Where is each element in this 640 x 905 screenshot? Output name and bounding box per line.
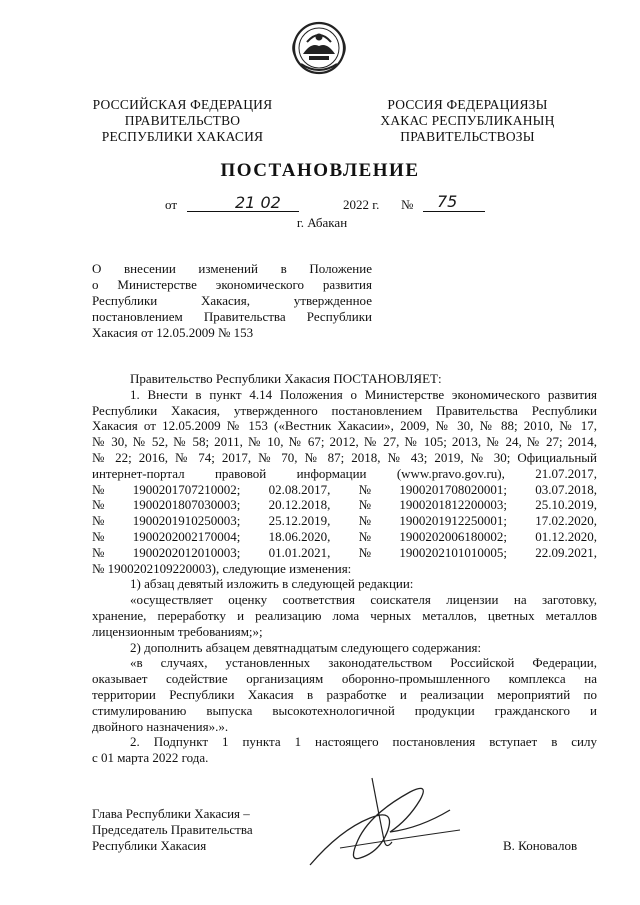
subject-line: Хакасия от 12.05.2009 № 153 (92, 325, 254, 340)
position-line: Республики Хакасия (92, 838, 207, 853)
reference-row (92, 482, 597, 498)
ref-cell: 1900202002170004; (132, 528, 241, 544)
portal-word: информации (296, 465, 367, 481)
header-left-line: РЕСПУБЛИКИ ХАКАСИЯ (101, 129, 264, 144)
reference-row (92, 529, 597, 545)
ref-cell: 17.02.2020, (535, 513, 597, 529)
paragraph-line: № 30, № 52, № 58; 2011, № 10, № 67; 2012, № 27, № 105; 2013, № 24, № 27; 2014, (92, 434, 597, 450)
position-line: Глава Республики Хакасия – (92, 806, 250, 821)
ref-cell: 1900201707210002; (132, 481, 241, 497)
item1-line: хранение, переработку и реализацию лома черных металлов, цветных металлов (92, 607, 597, 623)
reference-row (92, 513, 597, 529)
ref-cell: 03.07.2018, (535, 481, 597, 497)
ref-cell: 01.01.2021, (268, 544, 331, 560)
position-line: Председатель Правительства (92, 822, 253, 837)
ref-cell: 20.12.2018, (268, 497, 331, 513)
ref-cell: № (92, 497, 105, 513)
handwritten-date: 21 02 (235, 193, 281, 212)
header-left (80, 97, 285, 145)
ref-cell: № (92, 528, 105, 544)
ref-cell: № (358, 528, 372, 544)
ref-cell: 1900201807030003; (132, 497, 241, 513)
ref-cell: 25.12.2019, (268, 513, 331, 529)
ref-cell: 18.06.2020, (268, 528, 331, 544)
reference-row (92, 497, 597, 513)
paragraph2-line: с 01 марта 2022 года. (92, 750, 209, 766)
ref-cell: 1900202006180002; (399, 528, 507, 544)
item2-line: двойного назначения».». (92, 718, 229, 734)
ref-cell: № (358, 544, 372, 560)
ref-cell: № (358, 497, 372, 513)
ref-cell: 1900201910250003; (132, 513, 241, 529)
ref-cell: № (92, 544, 105, 560)
ref-cell: № (358, 481, 372, 497)
date-number-line (165, 192, 495, 217)
item2-line: «в случаях, установленных законодательством Российской Федерации, (130, 655, 597, 671)
ref-cell: 1900202012010003; (132, 544, 241, 560)
portal-word: (www.pravo.gov.ru), (396, 465, 505, 481)
subject-line: о Министерстве экономического развития (92, 277, 372, 292)
item2-intro: 2) дополнить абзацем девятнадцатым следующего содержания: (130, 639, 482, 655)
portal-word: правовой (214, 465, 267, 481)
item2-line: территории Республики Хакасия в разработке и реализации мероприятий по (92, 686, 597, 702)
header-left-line: РОССИЙСКАЯ ФЕДЕРАЦИЯ (92, 97, 273, 112)
item2-line: оказывает содействие организациям оборонно-промышленного комплекса на (92, 671, 597, 687)
ref-cell: № (358, 513, 372, 529)
ref-cell: 02.08.2017, (268, 481, 331, 497)
ref-cell: 1900202101010005; (399, 544, 507, 560)
date-year: 2022 г. (343, 197, 380, 212)
item1-line: «осуществляет оценку соответствия соискателя лицензии на заготовку, (130, 592, 597, 608)
subject-block (92, 261, 372, 341)
portal-word: 21.07.2017, (535, 465, 597, 481)
handwritten-number: 75 (437, 192, 458, 211)
date-prefix: от (165, 197, 178, 212)
ref-cell: № (92, 513, 105, 529)
document-body (92, 371, 597, 766)
paragraph-line: 1. Внести в пункт 4.14 Положения о Министерстве экономического развития (130, 386, 597, 402)
ref-cell: 22.09.2021, (535, 544, 597, 560)
coat-of-arms-icon (285, 20, 353, 80)
ref-cell: 25.10.2019, (535, 497, 597, 513)
signatory-name: В. Коновалов (503, 838, 578, 853)
header-right-line: РОССИЯ ФЕДЕРАЦИЯЗЫ (387, 97, 548, 112)
number-label: № (401, 197, 414, 212)
reference-last-line: № 1900202109220003), следующие изменения: (92, 560, 352, 576)
reference-row (92, 545, 597, 561)
number-underline (423, 211, 485, 212)
handwritten-signature-icon (300, 770, 470, 875)
ref-cell: № (92, 481, 105, 497)
portal-row (92, 466, 597, 482)
item2-line: стимулированию выпуска высокотехнологичной продукции гражданского и (92, 702, 597, 718)
subject-line: Республики Хакасия, утвержденное (92, 293, 372, 308)
subject-line: постановлением Правительства Республики (92, 309, 372, 324)
portal-word: интернет-портал (92, 465, 185, 481)
paragraph-line: № 22; 2016, № 74; 2017, № 70, № 87; 2018, № 43; 2019, № 30; Официальный (92, 449, 597, 465)
document-title: ПОСТАНОВЛЕНИЕ (220, 160, 420, 181)
header-right-line: ПРАВИТЕЛЬСТВОЗЫ (400, 129, 535, 144)
subject-line: О внесении изменений в Положение (92, 261, 372, 276)
paragraph2-line: 2. Подпункт 1 пункта 1 настоящего постановления вступает в силу (130, 734, 597, 750)
ref-cell: 1900201708020001; (399, 481, 507, 497)
item1-line: лицензионным требованиям;»; (92, 623, 263, 639)
header-right (365, 97, 570, 145)
ref-cell: 1900201912250001; (399, 513, 507, 529)
preamble: Правительство Республики Хакасия ПОСТАНОВЛЯЕТ: (130, 371, 442, 386)
item1-intro: 1) абзац девятый изложить в следующей редакции: (130, 576, 414, 592)
city: г. Абакан (296, 215, 348, 230)
paragraph-line: Республики Хакасия, утвержденного постановлением Правительства Республики (92, 402, 597, 418)
paragraph-line: Хакасия от 12.05.2009 № 153 («Вестник Хакасии», 2009, № 30, № 88; 2010, № 17, (92, 418, 597, 434)
header-right-line: ХАКАС РЕСПУБЛИКАНЫҢ (380, 113, 555, 128)
signatory-position (92, 806, 253, 854)
header-left-line: ПРАВИТЕЛЬСТВО (124, 113, 241, 128)
ref-cell: 1900201812200003; (399, 497, 507, 513)
ref-cell: 01.12.2020, (535, 528, 597, 544)
